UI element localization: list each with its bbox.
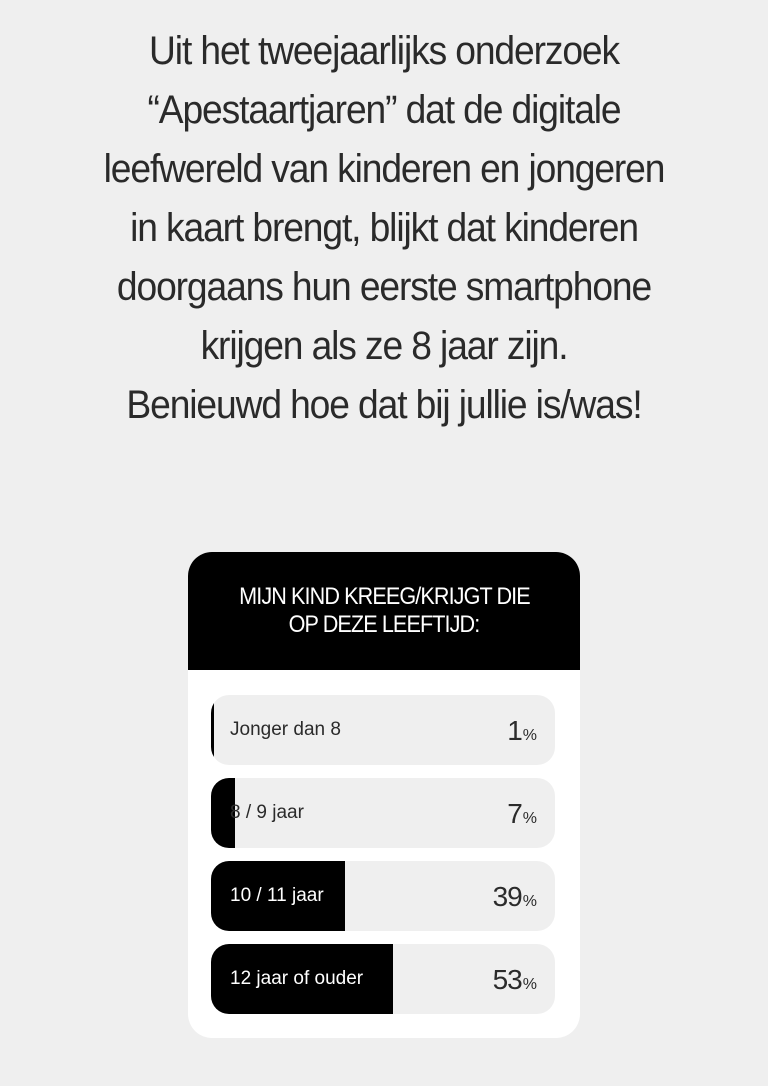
poll-option-label: 12 jaar of ouder	[230, 968, 364, 989]
poll-option-younger-than-8[interactable]	[211, 695, 555, 765]
poll-question-line: OP DEZE LEEFTIJD:	[288, 611, 480, 638]
poll-option-label: 10 / 11 jaar	[230, 885, 324, 906]
poll-option-10-11-years[interactable]	[211, 861, 555, 931]
poll-sticker	[188, 552, 580, 1038]
poll-option-percent: 1%	[507, 715, 537, 746]
headline-line: “Apestaartjaren” dat de digitale	[147, 88, 621, 132]
headline-line: Benieuwd hoe dat bij jullie is/was!	[126, 383, 642, 427]
headline-line: in kaart brengt, blijkt dat kinderen	[130, 206, 638, 250]
poll-question-line: MIJN KIND KREEG/KRIJGT DIE	[238, 583, 530, 610]
headline-line: krijgen als ze 8 jaar zijn.	[200, 324, 568, 368]
poll-option-label: 8 / 9 jaar	[230, 802, 304, 823]
poll-option-label: Jonger dan 8	[230, 719, 341, 740]
headline-line: doorgaans hun eerste smartphone	[116, 265, 652, 309]
headline-line: Uit het tweejaarlijks onderzoek	[149, 29, 619, 73]
headline-line: leefwereld van kinderen en jongeren	[103, 147, 665, 191]
poll-option-percent: 39%	[492, 881, 537, 912]
poll-option-fill	[211, 695, 214, 765]
poll-option-8-9-years[interactable]	[211, 778, 555, 848]
poll-option-percent: 7%	[507, 798, 537, 829]
poll-question	[188, 552, 580, 670]
poll-option-12-or-older[interactable]	[211, 944, 555, 1014]
poll-option-percent: 53%	[492, 964, 537, 995]
headline-text	[45, 22, 722, 435]
